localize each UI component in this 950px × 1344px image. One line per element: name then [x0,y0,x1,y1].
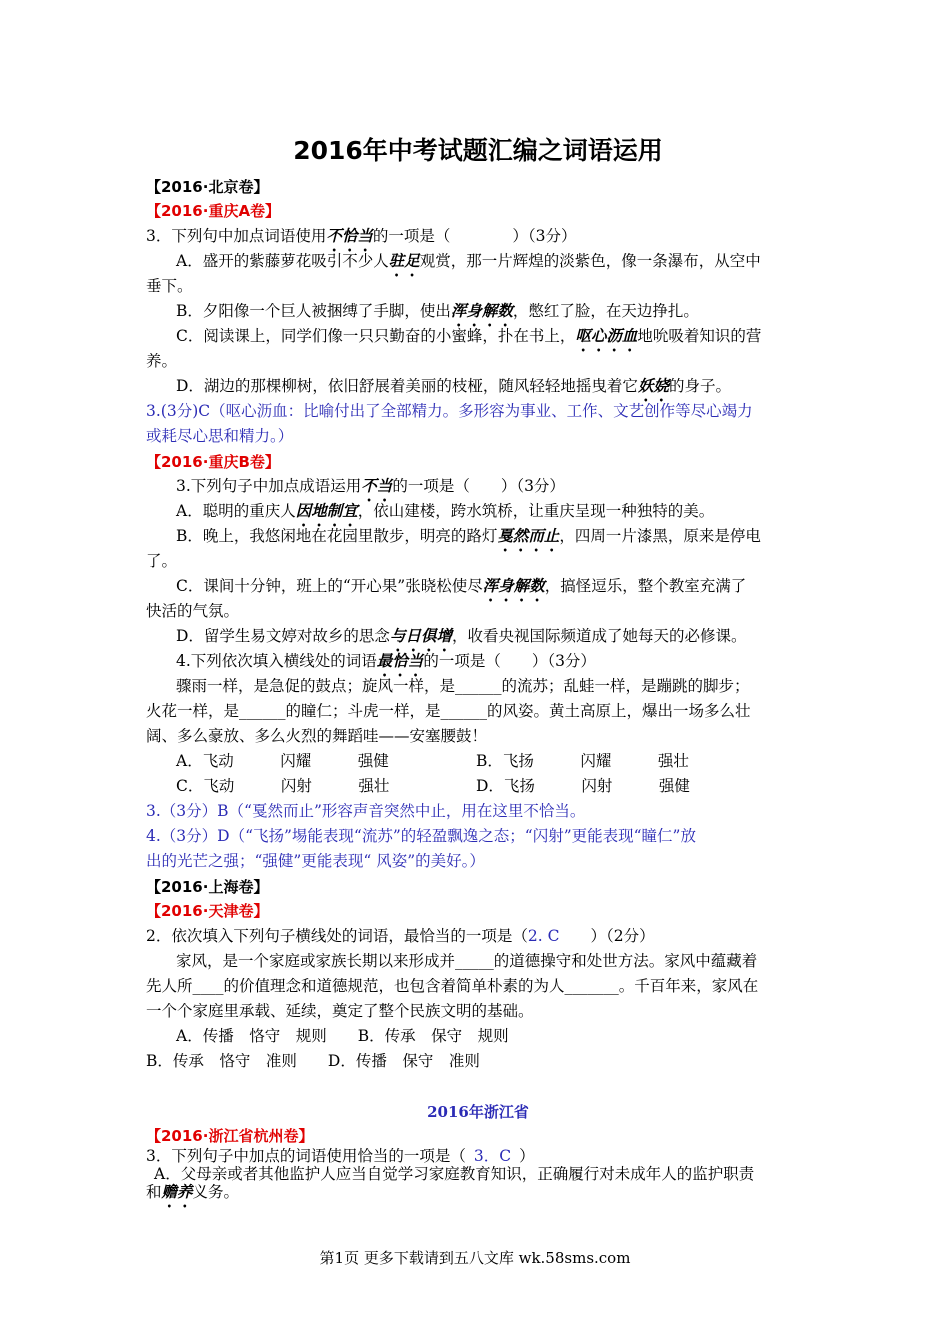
text-span: 的一项是（ ）（3分） [392,477,565,495]
option-row: A．传播 恪守 规则 B．传承 保守 规则 [176,1027,509,1045]
text-span: 的身子。 [668,377,731,395]
option-b-continued: 了。 [146,552,178,570]
option-c-continued: 养。 [146,352,178,370]
text-span: B．晚上，我悠闲地在花园里散步，明亮的路灯 [176,527,498,545]
emphasized-word: 妖娆 [637,376,669,395]
answer-line: 出的光芒之强；“强健”更能表现“ 风姿”的美好。） [146,852,485,870]
answer-line: 3.(3分)C（呕心沥血：比喻付出了全部精力。多形容为事业、工作、文艺创作等尽心竭力 [146,402,753,420]
emphasized-word: 不恰当 [326,226,373,245]
text-span: ，搞怪逗乐，整个教室充满了 [544,577,747,595]
passage-line: 火花一样，是______的瞳仁；斗虎一样，是______的风姿。黄土高原上，爆出一场多么壮 [146,702,751,720]
text-span: ，四周一片漆黑，原来是停电 [559,527,761,545]
section-header-hangzhou: 【2016·浙江省杭州卷】 [146,1127,314,1145]
text-span: ）（2分） [559,927,655,945]
option-c [176,326,761,355]
emphasized-word: 不当 [361,476,393,495]
option-a: A．父母亲或者其他监护人应当自觉学习家庭教育知识，正确履行对未成年人的监护职责 [154,1165,755,1183]
emphasized-word: 与日俱增 [389,626,452,645]
option-row [176,776,690,796]
text-span: 的一项是（ ）（3分） [372,227,577,245]
text-span: 和 [146,1183,162,1201]
answer-line: 或耗尽心思和精力。） [146,427,294,445]
text-span: ，依山建楼，跨水筑桥，让重庆呈现一种独特的美。 [357,502,715,520]
passage-line: 先人所____的价值理念和道德规范，也包含着简单朴素的为人_______。千百年来，家风在 [146,977,759,995]
passage-line: 骤雨一样，是急促的鼓点；旋风一样，是______的流苏；乱蛙一样，是蹦跳的脚步； [176,677,750,695]
text-span: C．课间十分钟，班上的“开心果”张晓松使尽 [176,577,483,595]
emphasized-word: 浑身解数 [482,576,545,595]
text-span: 观赏，那一片辉煌的淡紫色，像一条瀑布，从空中 [419,252,761,270]
section-header-tianjin: 【2016·天津卷】 [146,902,269,920]
emphasized-word: 浑身解数 [450,301,513,320]
text-span: 3．下列句子中加点的词语使用恰当的一项是（ [146,1147,466,1165]
text-span: 2．依次填入下列句子横线处的词语，最恰当的一项是（ [146,927,528,945]
emphasized-word: 因地制宜 [295,501,358,520]
inline-answer: 2. C [527,927,560,945]
text-span: D．留学生易文婷对故乡的思念 [176,627,390,645]
text-span: 地吮吸着知识的营 [637,327,762,345]
section-header-shanghai: 【2016·上海卷】 [146,878,269,896]
section-header-beijing: 【2016·北京卷】 [146,178,269,196]
question-text [146,926,655,946]
text-span: 义务。 [192,1183,240,1201]
page-footer: 第1页 更多下载请到五八文库 wk.58sms.com [319,1249,631,1267]
emphasized-word: 驻足 [388,251,420,270]
option-a: A．飞动 闪耀 强健 [176,752,389,770]
passage-line: 家风，是一个家庭或家族长期以来形成并_____的道德操守和处世方法。家风中蕴藏着 [176,952,758,970]
answer-line: 4.（3分）D（“飞扬”埸能表现“流苏”的轻盈飘逸之态；“闪射”更能表现“瞳仁”放 [146,827,696,845]
text-span: ，收看央视国际频道成了她每天的必修课。 [451,627,747,645]
text-span: D．湖边的那棵柳树，依旧舒展着美丽的枝桠，随风轻轻地摇曳着它 [176,377,638,395]
emphasized-word: 赡养 [161,1182,193,1201]
text-span: 3．下列句中加点词语使用 [146,227,327,245]
text-span: A．盛开的紫藤萝花吸引不少人 [176,252,389,270]
text-span: B．夕阳像一个巨人被捆缚了手脚，使出 [176,302,451,320]
page-title: 2016年中考试题汇编之词语运用 [293,136,663,165]
text-span: 的一项是（ ）（3分） [423,652,596,670]
question-text [146,1146,535,1166]
option-c [176,576,746,605]
passage-line: 阔、多么豪放、多么火烈的舞蹈哇——安塞腰鼓！ [146,727,488,745]
emphasized-word: 最恰当 [376,651,424,670]
text-span: 3.下列句子中加点成语运用 [176,477,362,495]
section-header-chongqing-a: 【2016·重庆A卷】 [146,202,281,220]
text-span: ，憋红了脸，在天边挣扎。 [512,302,699,320]
option-d: D．飞扬 闪射 强健 [476,777,690,795]
text-span: C．阅读课上，同学们像一只只勤奋的小蜜蜂，扑在书上， [176,327,576,345]
section-title-zhejiang: 2016年浙江省 [427,1103,529,1121]
option-b [176,526,761,555]
option-b: B．飞扬 闪耀 强壮 [476,752,689,770]
inline-answer: 3．C [473,1147,512,1165]
option-c: C．飞动 闪射 强壮 [176,777,390,795]
emphasized-word: 戛然而止 [497,526,560,545]
text-span: A．聪明的重庆人 [176,502,296,520]
option-c-continued: 快活的气氛。 [146,602,240,620]
option-a-continued: 垂下。 [146,277,193,295]
option-a [176,251,761,280]
text-span: 4.下列依次填入横线处的词语 [176,652,377,670]
option-row: B．传承 恪守 准则 D．传播 保守 准则 [146,1052,480,1070]
answer-line: 3.（3分）B（“戛然而止”形容声音突然中止，用在这里不恰当。 [146,802,586,820]
emphasized-word: 呕心沥血 [575,326,638,345]
section-header-chongqing-b: 【2016·重庆B卷】 [146,453,280,471]
text-span: ） [519,1147,535,1165]
option-a-continued [146,1182,239,1211]
passage-line: 一个个家庭里承载、延续，奠定了整个民族文明的基础。 [146,1002,534,1020]
option-row [176,751,689,771]
